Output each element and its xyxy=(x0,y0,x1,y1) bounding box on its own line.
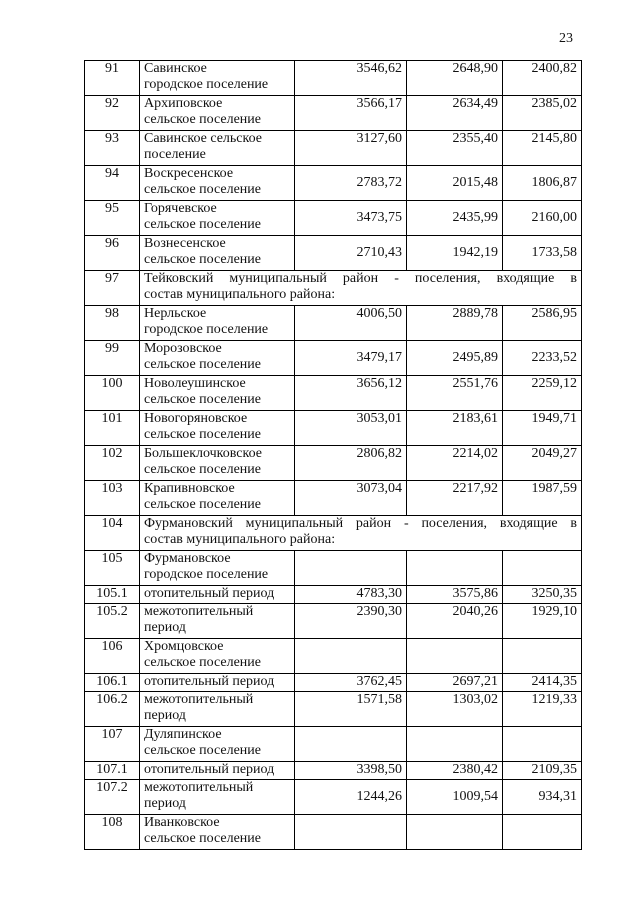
value-col-2 xyxy=(407,551,503,586)
value-col-3: 2145,80 xyxy=(503,131,582,166)
value-col-2: 2495,89 xyxy=(407,341,503,376)
value-col-3: 2259,12 xyxy=(503,376,582,411)
value-col-2: 1942,19 xyxy=(407,236,503,271)
settlement-name: Вознесенское сельское поселение xyxy=(140,236,295,271)
value-col-3: 1733,58 xyxy=(503,236,582,271)
row-number: 97 xyxy=(85,271,140,306)
value-col-1 xyxy=(295,815,407,850)
value-col-2 xyxy=(407,815,503,850)
table-row xyxy=(85,61,582,96)
table-row xyxy=(85,815,582,850)
table-row xyxy=(85,96,582,131)
table-row xyxy=(85,446,582,481)
value-col-1: 3566,17 xyxy=(295,96,407,131)
value-col-2: 2648,90 xyxy=(407,61,503,96)
value-col-2: 2380,42 xyxy=(407,762,503,780)
table-row xyxy=(85,236,582,271)
row-number: 106 xyxy=(85,639,140,674)
period-name: межотопительный период xyxy=(140,604,295,639)
settlement-name: Фурмановское городское поселение xyxy=(140,551,295,586)
value-col-1: 3127,60 xyxy=(295,131,407,166)
value-col-3: 2414,35 xyxy=(503,674,582,692)
period-name: отопительный период xyxy=(140,586,295,604)
row-number: 94 xyxy=(85,166,140,201)
district-header: Фурмановский муниципальный район - поселения, входящие в состав муниципального района: xyxy=(140,516,582,551)
table-row xyxy=(85,727,582,762)
row-number: 105.1 xyxy=(85,586,140,604)
row-number: 102 xyxy=(85,446,140,481)
row-number: 106.2 xyxy=(85,692,140,727)
value-col-3: 2385,02 xyxy=(503,96,582,131)
value-col-2: 1303,02 xyxy=(407,692,503,727)
table-row xyxy=(85,692,582,727)
value-col-2: 2040,26 xyxy=(407,604,503,639)
value-col-1: 3398,50 xyxy=(295,762,407,780)
row-number: 93 xyxy=(85,131,140,166)
value-col-3 xyxy=(503,551,582,586)
district-header: Тейковский муниципальный район - поселения, входящие в состав муниципального района: xyxy=(140,271,582,306)
period-name: межотопительный период xyxy=(140,692,295,727)
value-col-2: 2889,78 xyxy=(407,306,503,341)
page-number: 23 xyxy=(559,31,573,46)
value-col-2: 1009,54 xyxy=(407,780,503,815)
value-col-1 xyxy=(295,551,407,586)
value-col-3: 2233,52 xyxy=(503,341,582,376)
value-col-1: 3473,75 xyxy=(295,201,407,236)
table-row xyxy=(85,341,582,376)
value-col-3 xyxy=(503,727,582,762)
value-col-1: 2390,30 xyxy=(295,604,407,639)
value-col-2: 2015,48 xyxy=(407,166,503,201)
table-row xyxy=(85,131,582,166)
row-number: 95 xyxy=(85,201,140,236)
value-col-2: 2634,49 xyxy=(407,96,503,131)
value-col-1 xyxy=(295,727,407,762)
value-col-1: 2783,72 xyxy=(295,166,407,201)
row-number: 92 xyxy=(85,96,140,131)
settlement-name: Крапивновское сельское поселение xyxy=(140,481,295,516)
row-number: 105.2 xyxy=(85,604,140,639)
value-col-3: 1949,71 xyxy=(503,411,582,446)
settlement-name: Савинское сельское поселение xyxy=(140,131,295,166)
row-number: 99 xyxy=(85,341,140,376)
row-number: 96 xyxy=(85,236,140,271)
period-name: отопительный период xyxy=(140,674,295,692)
table-row xyxy=(85,639,582,674)
value-col-1: 3053,01 xyxy=(295,411,407,446)
value-col-3: 1987,59 xyxy=(503,481,582,516)
value-col-1: 3479,17 xyxy=(295,341,407,376)
settlement-name: Новолеушинское сельское поселение xyxy=(140,376,295,411)
settlement-name: Нерльское городское поселение xyxy=(140,306,295,341)
value-col-2 xyxy=(407,639,503,674)
value-col-3: 2160,00 xyxy=(503,201,582,236)
settlement-name: Большеклочковское сельское поселение xyxy=(140,446,295,481)
value-col-2: 2183,61 xyxy=(407,411,503,446)
value-col-3 xyxy=(503,815,582,850)
value-col-2: 2217,92 xyxy=(407,481,503,516)
table-row xyxy=(85,306,582,341)
table-row xyxy=(85,481,582,516)
value-col-3: 2109,35 xyxy=(503,762,582,780)
table-row xyxy=(85,551,582,586)
district-header-row xyxy=(85,516,582,551)
table-row xyxy=(85,604,582,639)
value-col-1: 2806,82 xyxy=(295,446,407,481)
settlement-name: Морозовское сельское поселение xyxy=(140,341,295,376)
table-row xyxy=(85,762,582,780)
settlement-name: Савинское городское поселение xyxy=(140,61,295,96)
value-col-3: 3250,35 xyxy=(503,586,582,604)
settlement-name: Новогоряновское сельское поселение xyxy=(140,411,295,446)
value-col-2: 2355,40 xyxy=(407,131,503,166)
settlement-name: Дуляпинское сельское поселение xyxy=(140,727,295,762)
row-number: 91 xyxy=(85,61,140,96)
value-col-1: 1244,26 xyxy=(295,780,407,815)
table-row xyxy=(85,411,582,446)
value-col-1 xyxy=(295,639,407,674)
value-col-2 xyxy=(407,727,503,762)
row-number: 107.1 xyxy=(85,762,140,780)
value-col-2: 2551,76 xyxy=(407,376,503,411)
row-number: 98 xyxy=(85,306,140,341)
settlement-name: Архиповское сельское поселение xyxy=(140,96,295,131)
value-col-1: 4783,30 xyxy=(295,586,407,604)
value-col-1: 4006,50 xyxy=(295,306,407,341)
value-col-1: 3656,12 xyxy=(295,376,407,411)
value-col-2: 2214,02 xyxy=(407,446,503,481)
period-name: отопительный период xyxy=(140,762,295,780)
table-row xyxy=(85,376,582,411)
value-col-2: 2435,99 xyxy=(407,201,503,236)
value-col-3: 1929,10 xyxy=(503,604,582,639)
period-name: межотопительный период xyxy=(140,780,295,815)
value-col-3: 1219,33 xyxy=(503,692,582,727)
value-col-3: 934,31 xyxy=(503,780,582,815)
row-number: 101 xyxy=(85,411,140,446)
table-row xyxy=(85,166,582,201)
row-number: 105 xyxy=(85,551,140,586)
tariff-table xyxy=(84,60,582,850)
value-col-1: 2710,43 xyxy=(295,236,407,271)
row-number: 104 xyxy=(85,516,140,551)
settlement-name: Воскресенское сельское поселение xyxy=(140,166,295,201)
value-col-3: 2586,95 xyxy=(503,306,582,341)
value-col-1: 3762,45 xyxy=(295,674,407,692)
settlement-name: Горячевское сельское поселение xyxy=(140,201,295,236)
value-col-2: 3575,86 xyxy=(407,586,503,604)
row-number: 100 xyxy=(85,376,140,411)
value-col-1: 3546,62 xyxy=(295,61,407,96)
table-row xyxy=(85,674,582,692)
value-col-3: 2049,27 xyxy=(503,446,582,481)
settlement-name: Хромцовское сельское поселение xyxy=(140,639,295,674)
table-row xyxy=(85,586,582,604)
district-header-row xyxy=(85,271,582,306)
row-number: 107.2 xyxy=(85,780,140,815)
row-number: 108 xyxy=(85,815,140,850)
value-col-1: 1571,58 xyxy=(295,692,407,727)
row-number: 107 xyxy=(85,727,140,762)
value-col-2: 2697,21 xyxy=(407,674,503,692)
table-body xyxy=(85,61,582,850)
value-col-3: 1806,87 xyxy=(503,166,582,201)
settlement-name: Иванковское сельское поселение xyxy=(140,815,295,850)
table-row xyxy=(85,780,582,815)
value-col-1: 3073,04 xyxy=(295,481,407,516)
row-number: 106.1 xyxy=(85,674,140,692)
row-number: 103 xyxy=(85,481,140,516)
value-col-3: 2400,82 xyxy=(503,61,582,96)
value-col-3 xyxy=(503,639,582,674)
table-row xyxy=(85,201,582,236)
